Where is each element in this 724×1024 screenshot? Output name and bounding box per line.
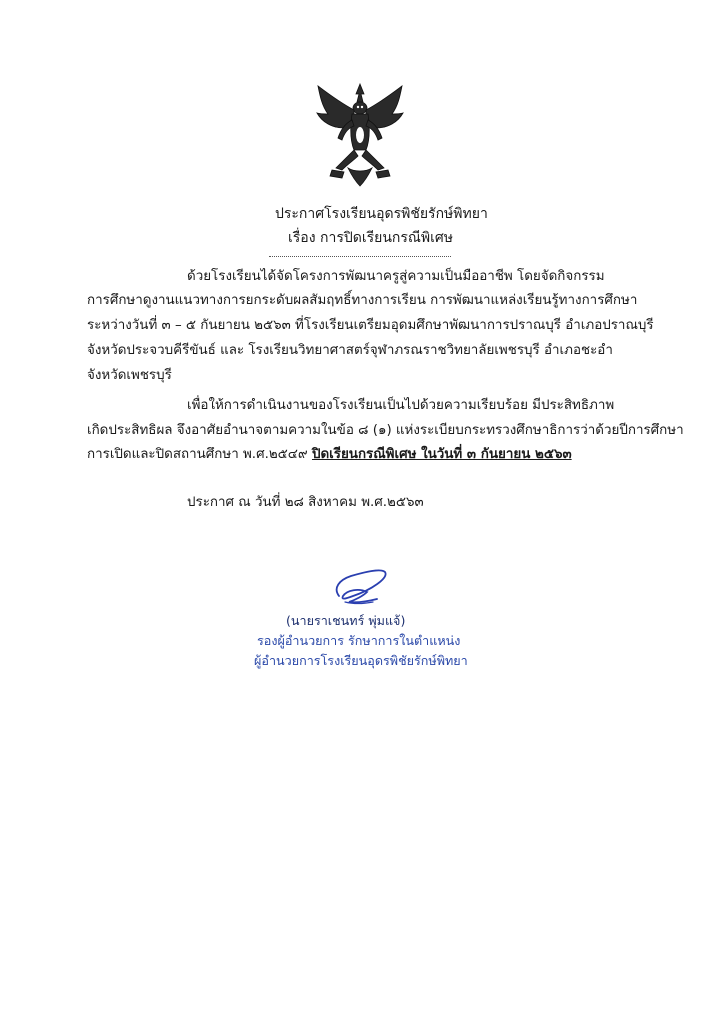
- body-line: ระหว่างวันที่ ๓ – ๕ กันยายน ๒๕๖๓ ที่โรงเรียนเตรียมอุดมศึกษาพัฒนาการปราณบุรี อำเภอปราณบุรี: [87, 318, 654, 333]
- body-line: เพื่อให้การดำเนินงานของโรงเรียนเป็นไปด้วยความเรียบร้อย มีประสิทธิภาพ: [187, 398, 615, 413]
- closure-emphasis: ปิดเรียนกรณีพิเศษ ในวันที่ ๓ กันยายน ๒๕๖๓: [311, 447, 572, 462]
- body-line: การศึกษาดูงานแนวทางการยกระดับผลสัมฤทธิ์ทางการเรียน การพัฒนาแหล่งเรียนรู้ทางการศึกษา: [87, 293, 638, 308]
- announce-date: ประกาศ ณ วันที่ ๒๘ สิงหาคม พ.ศ.๒๕๖๓: [187, 495, 424, 510]
- body-line: เกิดประสิทธิผล จึงอาศัยอำนาจตามความในข้อ ๘ (๑) แห่งระเบียบกระทรวงศึกษาธิการว่าด้วยปีการศึกษา: [87, 423, 684, 438]
- body-text: การเปิดและปิดสถานศึกษา พ.ศ.๒๕๔๙: [87, 447, 312, 462]
- garuda-emblem-icon: [314, 80, 406, 190]
- body-line: ด้วยโรงเรียนได้จัดโครงการพัฒนาครูสู่ความเป็นมืออาชีพ โดยจัดกิจกรรม: [187, 269, 605, 284]
- announcement-subject: เรื่อง การปิดเรียนกรณีพิเศษ: [288, 230, 454, 246]
- handwritten-signature: [329, 566, 391, 608]
- announcement-title: ประกาศโรงเรียนอุดรพิชัยรักษ์พิทยา: [275, 206, 488, 222]
- dotted-divider: [269, 256, 451, 257]
- signer-position: รองผู้อำนวยการ รักษาการในตำแหน่ง: [257, 633, 461, 648]
- signer-name: (นายราเชนทร์ พุ่มแจ้): [286, 613, 406, 628]
- body-line: จังหวัดเพชรบุรี: [87, 368, 172, 383]
- body-line-final: [87, 448, 572, 461]
- body-line: จังหวัดประจวบคีรีขันธ์ และ โรงเรียนวิทยาศาสตร์จุฬาภรณราชวิทยาลัยเพชรบุรี อำเภอชะอำ: [87, 343, 613, 358]
- signer-position: ผู้อำนวยการโรงเรียนอุดรพิชัยรักษ์พิทยา: [254, 653, 468, 668]
